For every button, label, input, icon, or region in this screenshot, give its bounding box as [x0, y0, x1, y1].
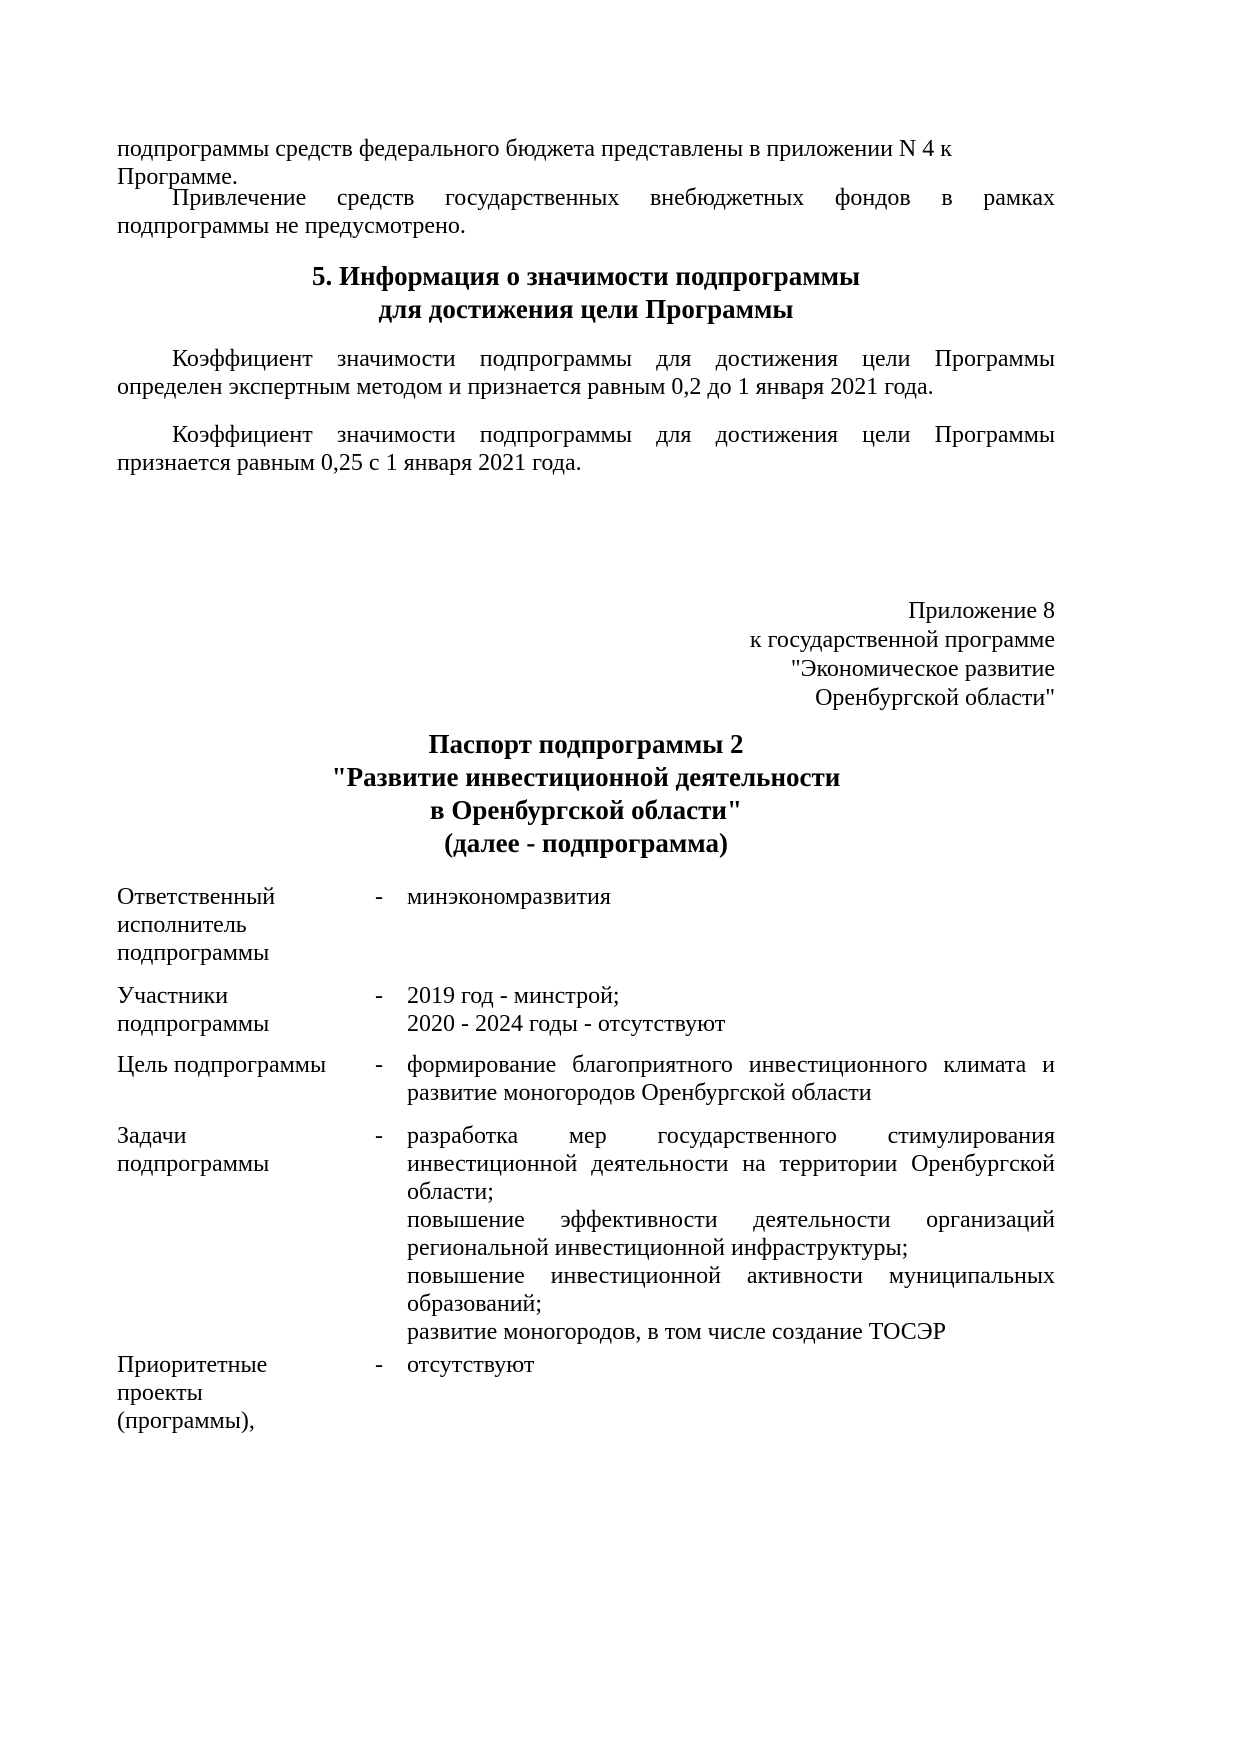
row-label [117, 883, 352, 967]
row-value-line: 2019 год - минстрой; [407, 983, 620, 1009]
intro-paragraph: Привлечение средств государственных внебюджетных фондов в рамках подпрограммы не предусмотрено. [117, 185, 1055, 239]
appendix-note [620, 597, 1055, 713]
section-paragraph: Коэффициент значимости подпрограммы для достижения цели Программы признается равным 0,25 с 1 января 2021 года. [117, 422, 1055, 476]
section-heading-line: для достижения цели Программы [378, 294, 794, 324]
section-heading [117, 260, 1055, 326]
row-label-line: Ответственный [117, 884, 276, 910]
row-label-line: проекты [117, 1380, 203, 1406]
row-value [407, 1351, 1055, 1379]
row-value-line: повышение эффективности деятельности организаций региональной инвестиционной инфраструктуры; [407, 1207, 1055, 1261]
row-dash: - [375, 1123, 383, 1149]
row-value-line: отсутствуют [407, 1352, 535, 1378]
passport-title [117, 728, 1055, 860]
row-label [117, 1051, 352, 1079]
passport-title-line: (далее - подпрограмма) [444, 828, 728, 858]
appendix-line: "Экономическое развитие [790, 656, 1055, 682]
row-dash: - [375, 983, 383, 1009]
row-label-line: Цель подпрограммы [117, 1052, 327, 1078]
row-label-line: исполнитель [117, 912, 247, 938]
section-heading-line: 5. Информация о значимости подпрограммы [311, 261, 861, 291]
intro-line: подпрограммы средств федерального бюджета представлены в приложении N 4 к Программе. [117, 136, 952, 190]
passport-title-line: Паспорт подпрограммы 2 [428, 729, 744, 759]
row-label [117, 1351, 352, 1435]
row-value-line: повышение инвестиционной активности муниципальных образований; [407, 1263, 1055, 1317]
row-value-line: минэкономразвития [407, 884, 611, 910]
row-label-line: Задачи [117, 1123, 187, 1149]
appendix-line: Оренбургской области" [815, 685, 1055, 711]
row-value-line: разработка мер государственного стимулирования инвестиционной деятельности на территории Оренбургской области; [407, 1123, 1055, 1205]
row-dash: - [375, 1052, 383, 1078]
appendix-line: Приложение 8 [908, 598, 1055, 624]
row-label-line: подпрограммы [117, 940, 270, 966]
row-label [117, 982, 352, 1038]
row-value-line: развитие моногородов, в том числе создание ТОСЭР [407, 1319, 946, 1345]
row-dash: - [375, 1352, 383, 1378]
row-label-line: Участники [117, 983, 229, 1009]
row-label-line: подпрограммы [117, 1151, 270, 1177]
passport-title-line: в Оренбургской области" [430, 795, 742, 825]
row-value [407, 883, 1055, 911]
appendix-line: к государственной программе [749, 627, 1055, 653]
row-value-line: формирование благоприятного инвестиционного климата и развитие моногородов Оренбургской области [407, 1052, 1055, 1106]
row-dash: - [375, 884, 383, 910]
passport-title-line: "Развитие инвестиционной деятельности [331, 762, 841, 792]
section-paragraph: Коэффициент значимости подпрограммы для достижения цели Программы определен экспертным методом и признается равным 0,2 до 1 января 2021 года. [117, 346, 1055, 400]
row-label-line: (программы), [117, 1408, 255, 1434]
row-label-line: подпрограммы [117, 1011, 270, 1037]
row-label [117, 1122, 352, 1178]
row-value [407, 1051, 1055, 1107]
row-value [407, 1122, 1055, 1346]
row-value [407, 982, 1055, 1038]
row-value-line: 2020 - 2024 годы - отсутствуют [407, 1011, 726, 1037]
row-label-line: Приоритетные [117, 1352, 268, 1378]
